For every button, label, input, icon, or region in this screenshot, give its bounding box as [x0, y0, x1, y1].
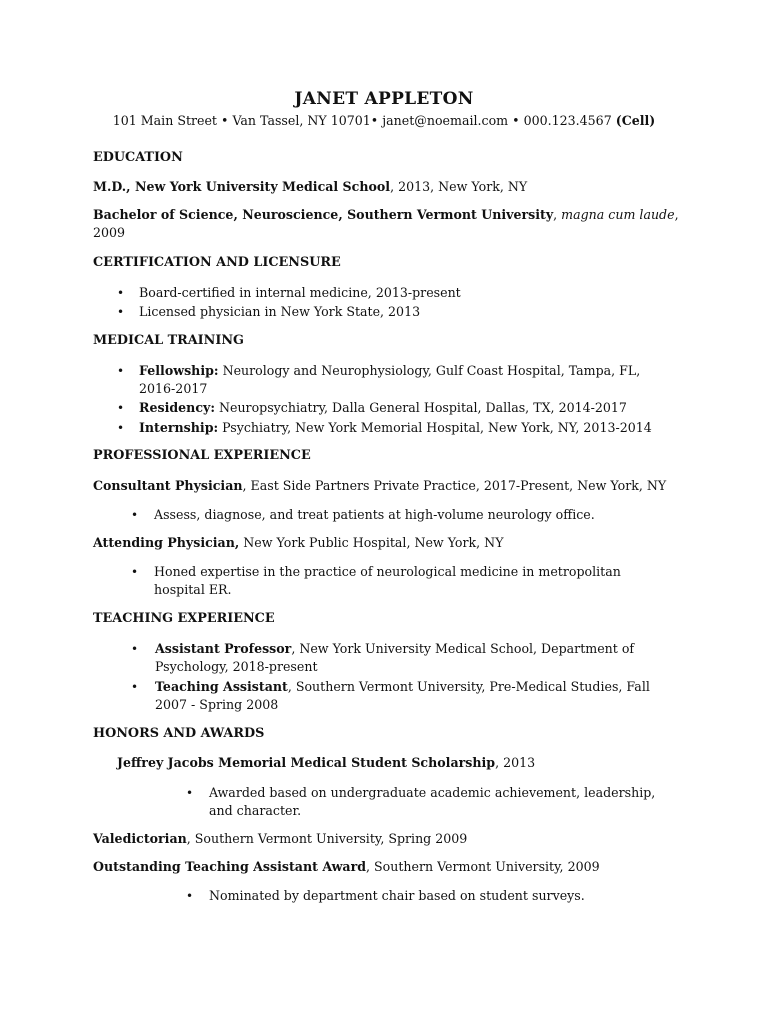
honor-details: , 2013: [495, 755, 536, 770]
job-bullet: Assess, diagnose, and treat patients at high-volume neurology office.: [154, 507, 595, 522]
teaching-details: , New York University Medical School, Department of: [291, 641, 635, 656]
teaching-title: Teaching Assistant: [155, 679, 288, 694]
candidate-name: JANET APPLETON: [294, 89, 474, 109]
teaching-item: [155, 678, 650, 696]
section-heading-teaching: TEACHING EXPERIENCE: [93, 611, 275, 626]
md-degree: M.D., New York University Medical School: [93, 179, 391, 194]
honor-title: Jeffrey Jacobs Memorial Medical Student Scholarship: [117, 755, 496, 770]
bs-honor: magna cum laude: [561, 207, 675, 222]
internship-label: Internship:: [139, 420, 219, 435]
honor-title: Outstanding Teaching Assistant Award: [93, 859, 367, 874]
residency-text: Neuropsychiatry, Dalla General Hospital, Dallas, TX, 2014-2017: [214, 400, 627, 415]
md-details: , 2013, New York, NY: [390, 179, 528, 194]
separator-dot: •: [512, 113, 520, 128]
section-heading-experience: PROFESSIONAL EXPERIENCE: [93, 448, 311, 463]
fellowship-text: Neurology and Neurophysiology, Gulf Coast Hospital, Tampa, FL,: [218, 363, 641, 378]
bullet-icon: •: [131, 642, 139, 656]
cert-item: Licensed physician in New York State, 2013: [139, 304, 421, 319]
section-heading-honors: HONORS AND AWARDS: [93, 726, 265, 741]
cert-item: Board-certified in internal medicine, 2013-present: [139, 285, 461, 300]
bullet-icon: •: [131, 508, 139, 522]
bs-degree: Bachelor of Science, Neuroscience, Southern Vermont University: [93, 207, 554, 222]
bullet-icon: •: [131, 680, 139, 694]
job-title: Consultant Physician: [93, 478, 243, 493]
phone-type: (Cell): [615, 113, 656, 128]
bullet-icon: •: [186, 786, 194, 800]
section-heading-training: MEDICAL TRAINING: [93, 333, 244, 348]
bs-separator: ,: [553, 207, 562, 222]
city: Van Tassel, NY 10701: [232, 113, 371, 128]
email: janet@noemail.com: [382, 113, 509, 128]
honor-valedictorian: [93, 830, 467, 848]
education-md: [93, 178, 527, 196]
job-bullet: Honed expertise in the practice of neurological medicine in metropolitan: [154, 564, 621, 579]
bullet-icon: •: [117, 305, 125, 319]
training-residency: [139, 399, 627, 417]
job-consultant: [93, 477, 666, 495]
honor-title: Valedictorian: [93, 831, 187, 846]
bs-year: 2009: [93, 225, 126, 240]
job-details: New York Public Hospital, New York, NY: [239, 535, 504, 550]
bullet-icon: •: [186, 889, 194, 903]
honor-details: , Southern Vermont University, 2009: [366, 859, 600, 874]
honor-scholarship: [117, 754, 535, 772]
bullet-icon: •: [117, 421, 125, 435]
job-details: , East Side Partners Private Practice, 2017-Present, New York, NY: [242, 478, 667, 493]
honor-bullet-cont: and character.: [209, 803, 302, 818]
contact-line: [0, 113, 768, 128]
teaching-details: , Southern Vermont University, Pre-Medical Studies, Fall: [287, 679, 650, 694]
training-internship: [139, 419, 652, 437]
bullet-icon: •: [117, 401, 125, 415]
fellowship-years: 2016-2017: [139, 381, 208, 396]
job-title: Attending Physician,: [93, 535, 240, 550]
job-attending: [93, 534, 504, 552]
training-fellowship: [139, 362, 640, 380]
honor-bullet: Nominated by department chair based on student surveys.: [209, 888, 585, 903]
address: 101 Main Street: [112, 113, 217, 128]
phone: 000.123.4567: [523, 113, 612, 128]
separator-dot: •: [370, 113, 379, 128]
fellowship-label: Fellowship:: [139, 363, 219, 378]
teaching-details-cont: Psychology, 2018-present: [155, 659, 318, 674]
residency-label: Residency:: [139, 400, 215, 415]
bs-comma: ,: [674, 207, 679, 222]
separator-dot: •: [221, 113, 229, 128]
honor-bullet: Awarded based on undergraduate academic achievement, leadership,: [209, 785, 656, 800]
teaching-item: [155, 640, 634, 658]
bullet-icon: •: [131, 565, 139, 579]
section-heading-certification: CERTIFICATION AND LICENSURE: [93, 255, 341, 270]
honor-details: , Southern Vermont University, Spring 2009: [186, 831, 468, 846]
teaching-title: Assistant Professor: [155, 641, 292, 656]
internship-text: Psychiatry, New York Memorial Hospital, New York, NY, 2013-2014: [218, 420, 652, 435]
honor-ta-award: [93, 858, 600, 876]
bullet-icon: •: [117, 286, 125, 300]
job-bullet-cont: hospital ER.: [154, 582, 232, 597]
section-heading-education: EDUCATION: [93, 150, 183, 165]
bullet-icon: •: [117, 364, 125, 378]
teaching-details-cont: 2007 - Spring 2008: [155, 697, 279, 712]
education-bs: [93, 206, 679, 224]
